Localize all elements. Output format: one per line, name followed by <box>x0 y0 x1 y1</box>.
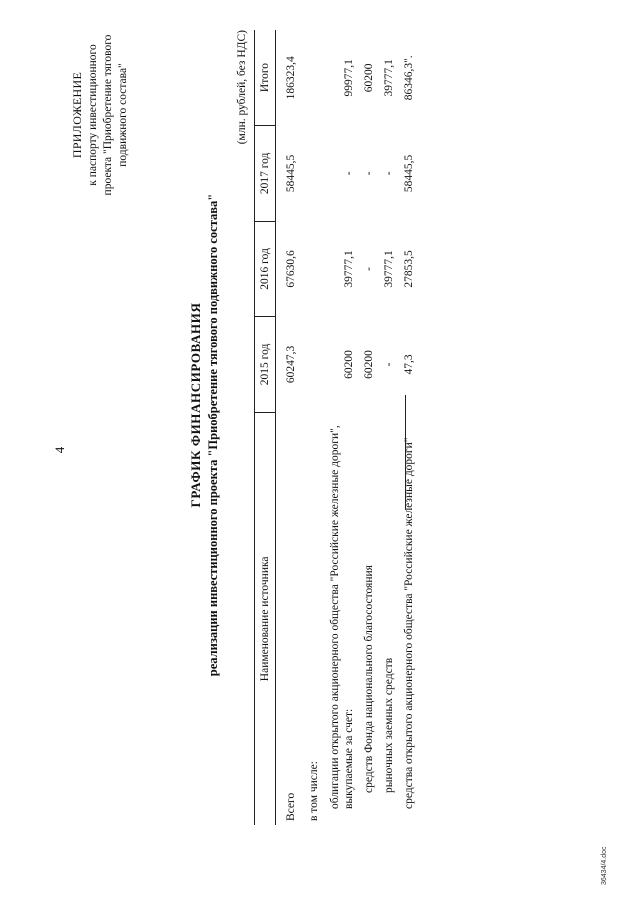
cell-2016: 39777,1 <box>383 250 395 288</box>
cell-total: 186323,4 <box>285 56 297 100</box>
appendix-line-3: подвижного состава" <box>117 63 129 167</box>
cell-total: 86346,3". <box>403 55 415 101</box>
cell-total: 60200 <box>363 63 375 93</box>
cell-2017: - <box>363 171 375 176</box>
row-name: в том числе: <box>308 761 320 821</box>
document-subtitle: реализации инвестиционного проекта "Приобретение тягового подвижного состава" <box>206 193 220 677</box>
cell-2016: - <box>363 266 375 271</box>
cell-2015 <box>304 317 325 413</box>
table-row <box>379 30 399 825</box>
cell-2016: 27853,5 <box>403 250 415 288</box>
header-total: Итого <box>255 30 276 126</box>
row-name: средства открытого акционерного общества "Российские железные дороги" <box>403 437 415 809</box>
appendix-heading: ПРИЛОЖЕНИЕ <box>70 71 84 159</box>
cell-2015: - <box>383 362 395 367</box>
cell-total: 99977,1 <box>343 59 355 97</box>
row-name: средств Фонда национального благосостояния <box>363 565 375 793</box>
units-note: (млн. рублей, без НДС) <box>236 30 248 145</box>
table-row <box>359 30 379 825</box>
table-header-row <box>255 30 276 825</box>
header-2016: 2016 год <box>255 221 276 317</box>
cell-2015: 47,3 <box>403 354 415 375</box>
header-2015: 2015 год <box>255 317 276 413</box>
cell-2017: - <box>343 171 355 176</box>
cell-2015: 60247,3 <box>285 345 297 384</box>
row-name: облигации открытого акционерного общества "Российские железные дороги", выкупаемые за счет: <box>329 425 355 809</box>
page-number: 4 <box>52 446 67 454</box>
cell-total <box>304 30 325 126</box>
table-row <box>325 30 359 825</box>
header-source-name: Наименование источника <box>255 412 276 825</box>
table-row <box>304 30 325 825</box>
table-row <box>399 30 419 825</box>
cell-2017: 58445,5 <box>403 154 415 193</box>
document-reference: 36434/4.doc <box>601 846 608 885</box>
closing-rule <box>405 395 406 510</box>
cell-2015: 60200 <box>363 350 375 379</box>
cell-2017 <box>304 126 325 222</box>
cell-total: 39777,1 <box>383 59 395 97</box>
row-name: рыночных заемных средств <box>383 657 395 793</box>
cell-2016: 39777,1 <box>343 250 355 288</box>
table-row <box>276 30 305 825</box>
row-name: Всего <box>285 792 297 821</box>
document-title: ГРАФИК ФИНАНСИРОВАНИЯ <box>188 302 203 508</box>
cell-2016 <box>304 221 325 317</box>
cell-2017: 58445,5 <box>285 154 297 193</box>
appendix-line-2: проекта "Приобретение тягового <box>102 34 114 196</box>
appendix-line-1: к паспорту инвестиционного <box>87 44 99 186</box>
cell-2016: 67630,6 <box>285 250 297 288</box>
header-2017: 2017 год <box>255 126 276 222</box>
appendix-block <box>70 25 131 205</box>
financing-table <box>254 30 419 825</box>
cell-2015: 60200 <box>343 350 355 379</box>
cell-2017: - <box>383 171 395 176</box>
